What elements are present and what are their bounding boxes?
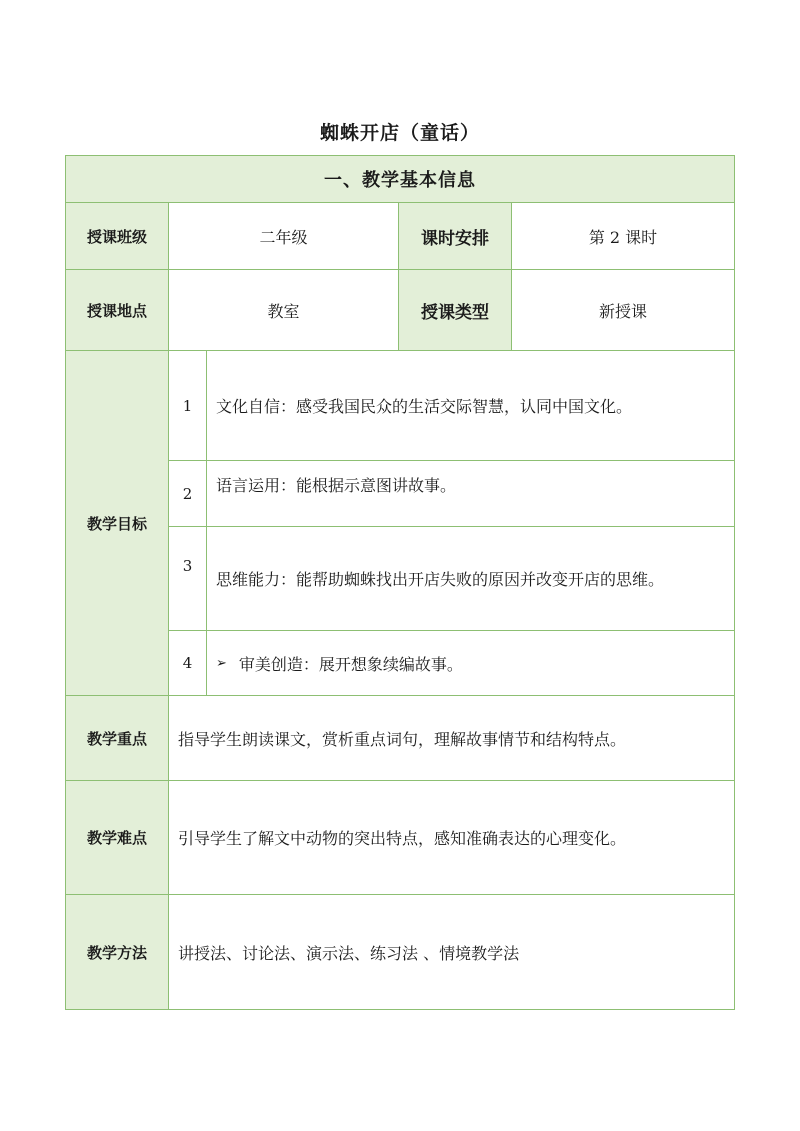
type-label: 授课类型 [398,269,512,351]
class-label: 授课班级 [65,202,169,270]
goal-item-4 [206,630,735,696]
location-value: 教室 [168,269,399,351]
goal-text: 语言运用：能根据示意图讲故事。 [206,460,735,527]
goal-text: 审美创造：展开想象续编故事。 [238,654,463,674]
schedule-value: 第 2 课时 [511,202,735,270]
methods-text: 讲授法、讨论法、演示法、练习法 、情境教学法 [168,894,735,1010]
class-value: 二年级 [168,202,399,270]
goal-text: 文化自信：感受我国民众的生活交际智慧，认同中国文化。 [206,350,735,461]
goal-number: 1 [168,350,207,461]
key-points-label: 教学重点 [65,695,169,781]
difficulties-text: 引导学生了解文中动物的突出特点，感知准确表达的心理变化。 [168,780,735,895]
document-title: 蜘蛛开店（童话） [319,122,480,144]
difficulties-label: 教学难点 [65,780,169,895]
goals-label: 教学目标 [65,350,169,696]
goal-number: 4 [168,630,207,696]
key-points-text: 指导学生朗读课文，赏析重点词句，理解故事情节和结构特点。 [168,695,735,781]
location-label: 授课地点 [65,269,169,351]
goal-number: 3 [168,526,207,631]
section-heading: 一、教学基本信息 [65,155,735,203]
type-value: 新授课 [511,269,735,351]
methods-label: 教学方法 [65,894,169,1010]
schedule-label: 课时安排 [398,202,512,270]
goal-text: 思维能力：能帮助蜘蛛找出开店失败的原因并改变开店的思维。 [206,526,735,631]
goal-number: 2 [168,460,207,527]
arrow-bullet-icon: ➢ [216,655,227,671]
